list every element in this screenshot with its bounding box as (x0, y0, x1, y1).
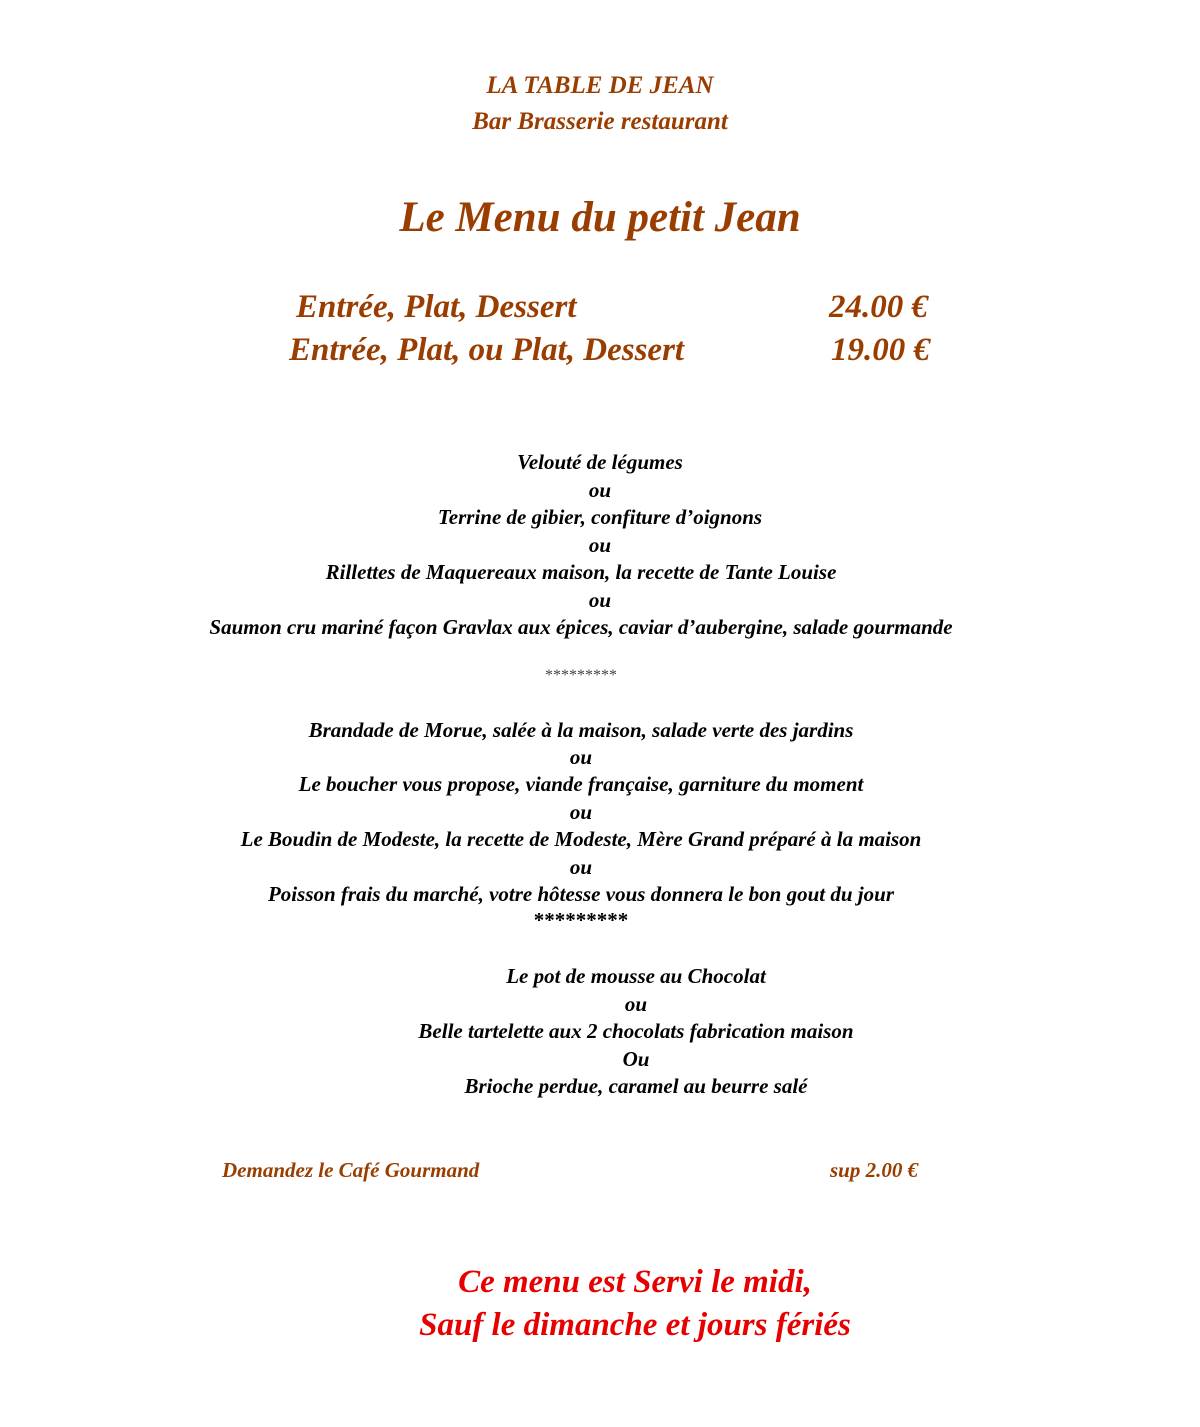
dessert-item: Le pot de mousse au Chocolat (506, 964, 766, 988)
restaurant-subtitle: Bar Brasserie restaurant (472, 108, 728, 135)
dessert-or: ou (624, 992, 648, 1016)
separator: ********* (533, 908, 629, 932)
formula-2-price: 19.00 € (831, 332, 930, 368)
starter-item: Rillettes de Maquereaux maison, la recette de Tante Louise (325, 560, 837, 584)
service-notice-line-1: Ce menu est Servi le midi, (458, 1264, 812, 1300)
service-notice-line-2: Sauf le dimanche et jours fériés (419, 1307, 851, 1343)
main-or: ou (569, 800, 593, 824)
starter-or: ou (588, 588, 612, 612)
formula-2-label: Entrée, Plat, ou Plat, Dessert (289, 332, 685, 368)
main-item: Brandade de Morue, salée à la maison, salade verte des jardins (308, 718, 854, 742)
main-item: Poisson frais du marché, votre hôtesse vous donnera le bon gout du jour (267, 882, 894, 906)
formula-1-price: 24.00 € (829, 289, 928, 325)
main-item: Le boucher vous propose, viande française, garniture du moment (298, 772, 864, 796)
starter-or: ou (588, 478, 612, 502)
starter-or: ou (588, 533, 612, 557)
supplement-label: Demandez le Café Gourmand (222, 1158, 480, 1182)
restaurant-name: LA TABLE DE JEAN (486, 72, 714, 99)
main-item: Le Boudin de Modeste, la recette de Modeste, Mère Grand préparé à la maison (240, 827, 922, 851)
supplement-price: sup 2.00 € (830, 1158, 919, 1182)
menu-title: Le Menu du petit Jean (399, 194, 801, 241)
dessert-item: Belle tartelette aux 2 chocolats fabrication maison (418, 1019, 854, 1043)
main-or: ou (569, 745, 593, 769)
starter-item: Velouté de légumes (517, 450, 683, 474)
starter-item: Terrine de gibier, confiture d’oignons (437, 505, 763, 529)
starter-item: Saumon cru mariné façon Gravlax aux épices, caviar d’aubergine, salade gourmande (209, 615, 953, 639)
dessert-or: Ou (622, 1047, 650, 1071)
formula-1-label: Entrée, Plat, Dessert (296, 289, 577, 325)
main-or: ou (569, 855, 593, 879)
separator: ********* (545, 667, 617, 684)
dessert-item: Brioche perdue, caramel au beurre salé (464, 1074, 808, 1098)
